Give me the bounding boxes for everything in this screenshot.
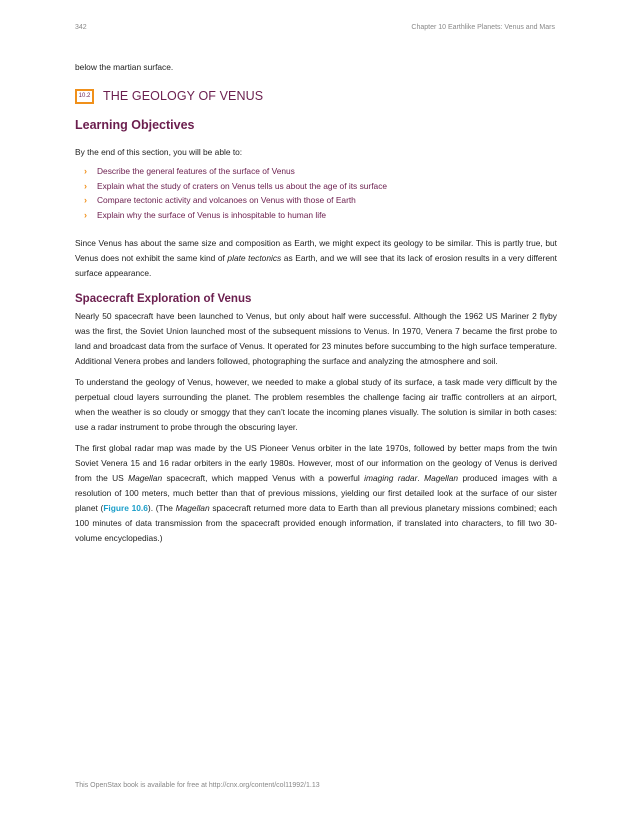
plate-tectonics-term: plate tectonics [227, 253, 282, 263]
learning-objectives-title: Learning Objectives [75, 118, 195, 132]
chevron-right-icon: › [84, 209, 87, 220]
section-title: THE GEOLOGY OF VENUS [103, 89, 264, 103]
page-footer: This OpenStax book is available for free at http://cnx.org/content/col11992/1.13 [75, 782, 320, 789]
continuation-text: below the martian surface. [75, 62, 174, 72]
page-header [75, 24, 555, 36]
learning-objectives-intro: By the end of this section, you will be able to: [75, 147, 243, 157]
section-number-badge: 10.2 [75, 89, 94, 104]
objective-item: › Compare tectonic activity and volcanoes on Venus with those of Earth [75, 193, 557, 208]
imaging-radar-term: imaging radar [364, 473, 418, 483]
chevron-right-icon: › [84, 195, 87, 205]
learning-objectives-list [75, 164, 557, 222]
chevron-right-icon: › [84, 166, 87, 176]
objective-item: › Explain why the surface of Venus is inhospitable to human life [75, 208, 557, 223]
page-number: 342 [75, 24, 87, 31]
figure-link[interactable]: Figure 10.6 [103, 503, 148, 513]
paragraph-spacecraft: Nearly 50 spacecraft have been launched to Venus, but only about half were successful. Although the 1962 US Mariner 2 flyby was the first, the Soviet Union launched most of the subsequent missions to Venus. In 1970, Venera 7 became the first probe to land and broadcast data from the surface of Venus. It operated for 23 minutes before succumbing to the high surface temperature. Additional Venera probes and landers followed, photographing the surface and analyzing the atmosphere and soil. [75, 311, 557, 366]
subsection-title: Spacecraft Exploration of Venus [75, 293, 252, 305]
chapter-title: Chapter 10 Earthlike Planets: Venus and Mars [411, 24, 555, 31]
page-content [75, 60, 557, 552]
objective-item: › Describe the general features of the surface of Venus [75, 164, 557, 179]
section-heading [75, 86, 557, 106]
paragraph-radar-map: The first global radar map was made by the US Pioneer Venus orbiter in the late 1970s, followed by better maps from the twin Soviet Venera 15 and 16 radar orbiters in the early 1980s. However, most of our information on the geology of Venus is derived from the US Magellan spacecraft, which mapped Venus with a powerful imaging radar. Magellan produced images with a resolution of 100 meters, much better than that of previous missions, yielding our first detailed look at the surface of our sister planet (Figure 10.6). (The Magellan spacecraft returned more data to Earth than all previous planetary missions combined; each 100 minutes of data transmission from the spacecraft provided enough information, if translated into characters, to fill two 30-volume encyclopedias.) [75, 443, 558, 543]
paragraph-geology: To understand the geology of Venus, however, we needed to make a global study of its surface, a task made very difficult by the perpetual cloud layers surrounding the planet. The problem resembles the challenge facing air traffic controllers at an airport, when the weather is so cloudy or smoggy that they can’t locate the incoming planes visually. The solution is similar in both cases: use a radar instrument to probe through the obscuring layer. [75, 377, 557, 432]
chevron-right-icon: › [84, 180, 87, 191]
intro-paragraph: Since Venus has about the same size and composition as Earth, we might expect its geology to be similar. This is partly true, but Venus does not exhibit the same kind of plate tectonics as Earth, and we will see that its lack of erosion results in a very different surface appearance. [75, 238, 557, 278]
objective-item: › Explain what the study of craters on Venus tells us about the age of its surface [75, 179, 557, 194]
